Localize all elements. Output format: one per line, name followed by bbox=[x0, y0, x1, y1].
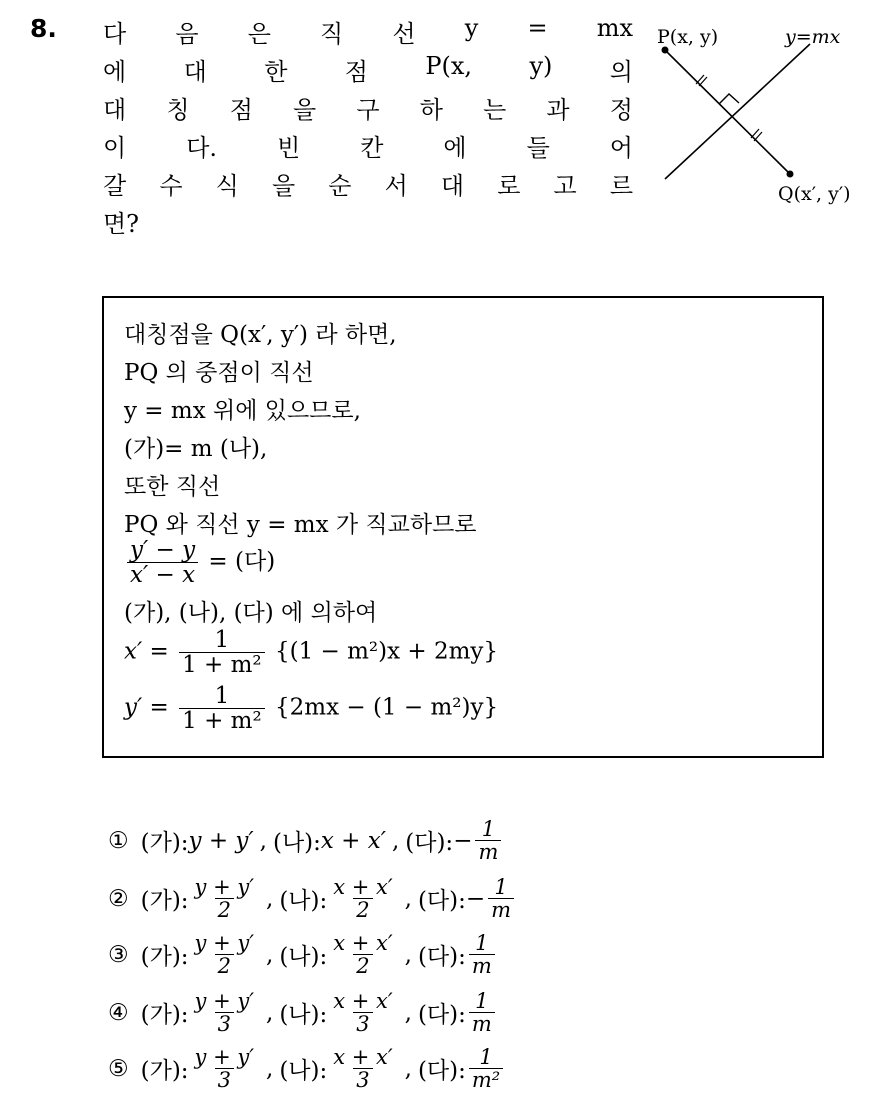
separator: , bbox=[266, 1055, 274, 1082]
value-da bbox=[475, 818, 501, 863]
box-line-6: PQ 와 직선 y = mx 가 직교하므로 bbox=[124, 512, 477, 538]
value-da-numerator: 1 bbox=[494, 875, 508, 899]
slope-rhs: = (다) bbox=[208, 548, 276, 575]
box-line-10 bbox=[124, 684, 498, 733]
separator: , bbox=[266, 999, 274, 1026]
question-token: y) bbox=[529, 52, 553, 80]
value-na bbox=[330, 932, 395, 977]
x-prime-fraction bbox=[179, 628, 265, 677]
separator: , bbox=[404, 1055, 412, 1082]
question-token: 을 bbox=[271, 172, 296, 200]
question-token: 대 bbox=[183, 58, 207, 86]
value-da-numerator: 1 bbox=[479, 1045, 493, 1069]
value-da-numerator: 1 bbox=[481, 817, 496, 841]
question-token: 이 bbox=[103, 134, 127, 162]
question-token: 에 bbox=[443, 134, 467, 162]
label-ga: (가): bbox=[140, 1002, 189, 1029]
question-token: y bbox=[464, 14, 479, 42]
label-da: (다): bbox=[417, 1002, 466, 1029]
value-na-denominator: 2 bbox=[353, 898, 372, 921]
label-da: (다): bbox=[417, 888, 466, 915]
question-token: 을 bbox=[293, 96, 317, 124]
label-ga: (가): bbox=[140, 888, 189, 915]
question-line bbox=[103, 128, 633, 163]
question-token: 정 bbox=[609, 96, 633, 124]
y-prime-lhs: y′ = bbox=[124, 694, 169, 721]
question-token: 칭 bbox=[166, 96, 190, 124]
y-prime-denominator: 1 + m² bbox=[179, 708, 265, 733]
question-line bbox=[103, 14, 633, 49]
box-line-3: y = mx 위에 있으므로, bbox=[124, 398, 361, 424]
label-da: (다): bbox=[405, 830, 454, 857]
label-ga: (가): bbox=[140, 944, 189, 971]
question-token: 은 bbox=[247, 20, 271, 48]
value-ga bbox=[192, 876, 257, 921]
value-na-numerator: x + x′ bbox=[333, 1045, 393, 1069]
x-prime-lhs: x′ = bbox=[124, 638, 169, 665]
solution-box bbox=[102, 296, 824, 758]
question-token: 로 bbox=[497, 172, 521, 200]
symmetry-figure bbox=[645, 14, 875, 214]
separator: , bbox=[266, 885, 274, 912]
question-line bbox=[103, 90, 633, 125]
value-na-denominator: 2 bbox=[353, 954, 372, 977]
value-da bbox=[488, 876, 514, 921]
separator: , bbox=[391, 827, 400, 854]
right-angle-mark bbox=[719, 94, 739, 104]
label-na: (나): bbox=[279, 1002, 328, 1029]
label-na: (나): bbox=[272, 830, 321, 857]
choice-number: ④ bbox=[108, 999, 129, 1026]
question-token: 서 bbox=[384, 172, 408, 200]
value-da-numerator: 1 bbox=[475, 931, 489, 955]
value-ga bbox=[192, 932, 257, 977]
line-label: y=mx bbox=[785, 26, 841, 48]
box-line-7 bbox=[124, 538, 275, 587]
box-line-8: (가), (나), (다) 에 의하여 bbox=[124, 600, 378, 626]
question-token: 다. bbox=[186, 134, 218, 162]
q-label: Q(x′, y′) bbox=[778, 183, 851, 205]
question-token: = bbox=[527, 14, 548, 42]
box-line-1: 대칭점을 Q(x′, y′) 라 하면, bbox=[124, 322, 397, 348]
choice-number: ② bbox=[108, 885, 129, 912]
separator: , bbox=[404, 941, 412, 968]
question-token: 과 bbox=[546, 96, 570, 124]
question-token: 한 bbox=[264, 58, 288, 86]
value-da bbox=[469, 1046, 503, 1091]
question-token: 점 bbox=[229, 96, 253, 124]
value-da-numerator: 1 bbox=[475, 989, 489, 1013]
label-ga: (가): bbox=[140, 830, 189, 857]
question-line bbox=[103, 204, 633, 239]
question-token: mx bbox=[596, 14, 633, 42]
slope-denominator: x′ − x bbox=[127, 562, 198, 587]
question-token: 선 bbox=[392, 20, 416, 48]
value-da bbox=[469, 932, 495, 977]
question-token: 직 bbox=[320, 20, 344, 48]
question-token: 점 bbox=[344, 58, 368, 86]
tick-mark-1 bbox=[696, 75, 704, 84]
value-ga-denominator: 3 bbox=[215, 1012, 234, 1035]
question-token: 구 bbox=[356, 96, 380, 124]
box-line-9 bbox=[124, 628, 498, 677]
value-da-denominator: m bbox=[469, 1012, 495, 1035]
question-token: 갈 bbox=[103, 172, 127, 200]
value-ga-numerator: y + y′ bbox=[194, 1045, 254, 1069]
choice-number: ⑤ bbox=[108, 1055, 129, 1082]
question-token: 들 bbox=[526, 134, 550, 162]
value-na: x + x′ bbox=[320, 827, 386, 854]
question-token: 칸 bbox=[360, 134, 384, 162]
question-line bbox=[103, 52, 633, 87]
value-ga-numerator: y + y′ bbox=[194, 989, 254, 1013]
question-token: 대 bbox=[440, 172, 465, 200]
choice-2[interactable] bbox=[108, 876, 517, 921]
y-prime-numerator: 1 bbox=[214, 683, 230, 709]
value-ga: y + y′ bbox=[188, 827, 254, 854]
value-da-sign: − bbox=[465, 885, 486, 912]
value-ga-denominator: 2 bbox=[215, 898, 234, 921]
question-token: 어 bbox=[609, 134, 633, 162]
value-da-sign: − bbox=[453, 827, 473, 854]
question-token: 수 bbox=[159, 172, 183, 200]
separator: , bbox=[404, 885, 412, 912]
value-ga-denominator: 3 bbox=[215, 1068, 234, 1091]
value-na bbox=[330, 990, 395, 1035]
label-na: (나): bbox=[279, 1058, 328, 1085]
value-na bbox=[330, 1046, 395, 1091]
question-token: 식 bbox=[215, 172, 239, 200]
label-na: (나): bbox=[279, 888, 328, 915]
question-token: 다 bbox=[103, 20, 127, 48]
value-na-denominator: 3 bbox=[353, 1012, 372, 1035]
question-token: 대 bbox=[103, 96, 127, 124]
choice-4[interactable] bbox=[108, 990, 498, 1035]
line-y-mx bbox=[665, 44, 810, 179]
value-da bbox=[469, 990, 495, 1035]
choice-3[interactable] bbox=[108, 932, 498, 977]
question-token: 고 bbox=[553, 172, 577, 200]
label-na: (나): bbox=[279, 944, 328, 971]
box-line-4: (가)= m (나), bbox=[124, 436, 268, 462]
value-na-numerator: x + x′ bbox=[333, 931, 393, 955]
value-ga bbox=[192, 1046, 257, 1091]
y-prime-fraction bbox=[179, 684, 265, 733]
label-da: (다): bbox=[417, 944, 466, 971]
question-token: 음 bbox=[175, 20, 199, 48]
label-da: (다): bbox=[417, 1058, 466, 1085]
question-token: 빈 bbox=[277, 134, 301, 162]
value-ga bbox=[192, 990, 257, 1035]
value-da-denominator: m² bbox=[469, 1068, 503, 1091]
p-label: P(x, y) bbox=[657, 26, 719, 48]
segment-pq bbox=[665, 50, 790, 174]
choice-number: ① bbox=[108, 827, 129, 854]
value-ga-numerator: y + y′ bbox=[194, 931, 254, 955]
tick-mark-1b bbox=[699, 77, 707, 86]
separator: , bbox=[404, 999, 412, 1026]
slope-fraction bbox=[127, 538, 198, 587]
label-ga: (가): bbox=[140, 1058, 189, 1085]
x-prime-denominator: 1 + m² bbox=[179, 652, 265, 677]
choice-1[interactable] bbox=[108, 818, 504, 863]
x-prime-rhs: {(1 − m²)x + 2my} bbox=[274, 638, 499, 665]
value-da-denominator: m bbox=[488, 898, 514, 921]
question-token: 순 bbox=[328, 172, 352, 200]
value-na-numerator: x + x′ bbox=[333, 989, 393, 1013]
question-token: P(x, bbox=[425, 52, 473, 80]
value-ga-denominator: 2 bbox=[215, 954, 234, 977]
value-na bbox=[330, 876, 395, 921]
question-token: 는 bbox=[483, 96, 507, 124]
box-line-5: 또한 직선 bbox=[124, 474, 221, 500]
choice-number: ③ bbox=[108, 941, 129, 968]
question-token: 에 bbox=[103, 58, 127, 86]
point-q bbox=[787, 171, 794, 178]
slope-numerator: y′ − y bbox=[130, 537, 196, 563]
question-token: 하 bbox=[419, 96, 443, 124]
question-token: 의 bbox=[609, 58, 633, 86]
question-number: 8. bbox=[30, 14, 57, 43]
question-line bbox=[103, 166, 633, 201]
separator: , bbox=[259, 827, 267, 854]
value-da-denominator: m bbox=[475, 840, 501, 863]
question-token: 면? bbox=[103, 210, 140, 238]
box-line-2: PQ 의 중점이 직선 bbox=[124, 360, 314, 386]
value-na-numerator: x + x′ bbox=[333, 875, 393, 899]
choice-5[interactable] bbox=[108, 1046, 506, 1091]
separator: , bbox=[266, 941, 274, 968]
value-da-denominator: m bbox=[469, 954, 495, 977]
value-ga-numerator: y + y′ bbox=[194, 875, 254, 899]
value-na-denominator: 3 bbox=[353, 1068, 372, 1091]
x-prime-numerator: 1 bbox=[214, 627, 230, 653]
question-token: 르 bbox=[609, 172, 633, 200]
y-prime-rhs: {2mx − (1 − m²)y} bbox=[275, 694, 499, 721]
